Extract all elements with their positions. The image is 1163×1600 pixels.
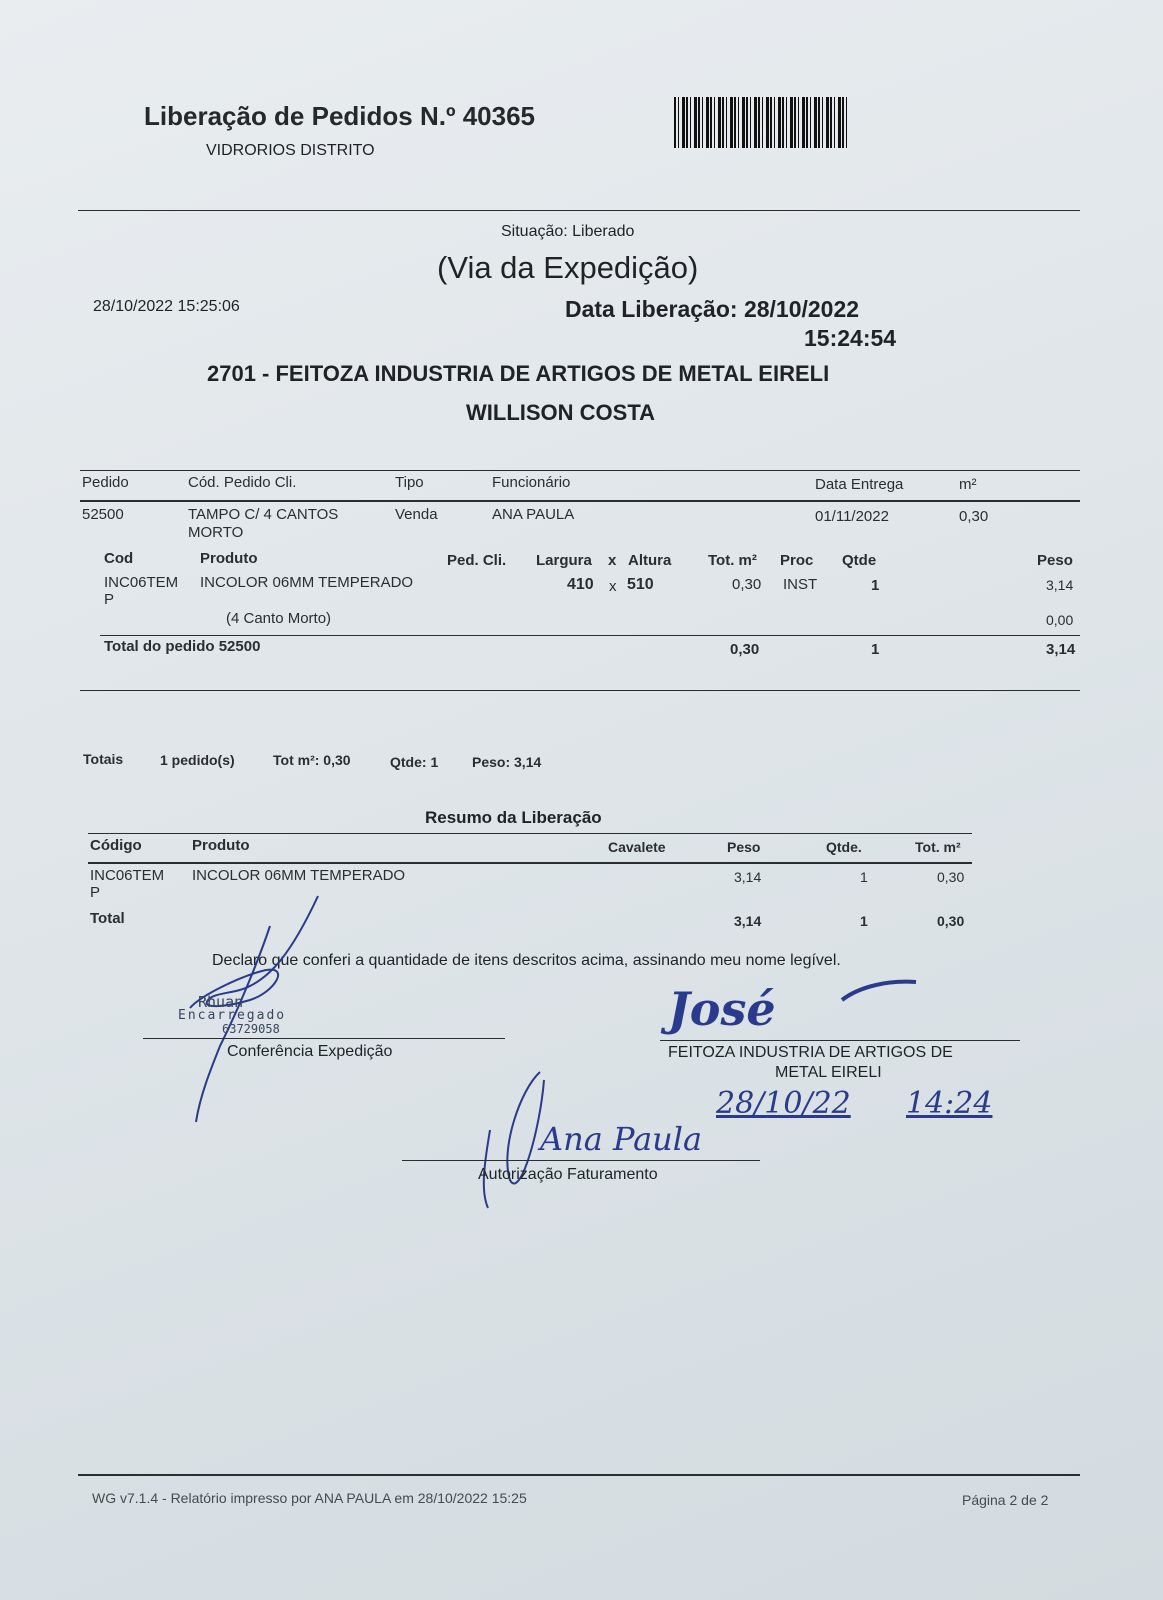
- resumo-tot-m2: 0,30: [937, 869, 965, 885]
- pedido-funcionario: ANA PAULA: [492, 506, 575, 523]
- item-header-produto: Produto: [200, 550, 258, 567]
- footer-page-number: Página 2 de 2: [962, 1492, 1049, 1508]
- col-header-cod-pedido-cli: Cód. Pedido Cli.: [188, 474, 297, 491]
- item-qtde: 1: [871, 577, 880, 594]
- item-tot-m2: 0,30: [732, 576, 762, 593]
- client-signature-flourish: [840, 976, 920, 1006]
- totais-tot-m2: Tot m²: 0,30: [273, 752, 351, 768]
- resumo-title: Resumo da Liberação: [425, 808, 602, 827]
- resumo-total-qtde: 1: [860, 913, 868, 929]
- cod-pedido-cli-line2: MORTO: [188, 524, 244, 541]
- item-cod-line2: P: [104, 591, 115, 608]
- cliente-name: 2701 - FEITOZA INDUSTRIA DE ARTIGOS DE METAL EIRELI: [207, 361, 830, 386]
- pedido-bottom-rule: [80, 690, 1080, 691]
- stamp-number: 63729058: [222, 1022, 280, 1036]
- footer-rule: [78, 1474, 1080, 1476]
- col-header-funcionario: Funcionário: [492, 474, 571, 491]
- item-note: (4 Canto Morto): [226, 610, 332, 627]
- handwritten-time: 14:24: [906, 1086, 993, 1121]
- conferencia-line: [143, 1038, 505, 1039]
- cod-pedido-cli-line1: TAMPO C/ 4 CANTOS: [188, 506, 339, 523]
- totais-qtde: Qtde: 1: [390, 754, 439, 770]
- client-label-line1: FEITOZA INDUSTRIA DE ARTIGOS DE: [668, 1044, 953, 1061]
- pedido-total-label: Total do pedido 52500: [104, 638, 261, 655]
- cliente-contato: WILLISON COSTA: [466, 400, 656, 425]
- pedido-total-rule: [100, 635, 1080, 636]
- totais-pedidos: 1 pedido(s): [160, 752, 235, 768]
- situacao-text: Situação: Liberado: [501, 223, 635, 240]
- item-header-peso: Peso: [1037, 552, 1073, 569]
- item-largura: 410: [567, 576, 594, 593]
- conferencia-label: Conferência Expedição: [227, 1043, 393, 1060]
- pedido-total-peso: 3,14: [1046, 641, 1076, 658]
- item-header-largura: Largura: [536, 552, 592, 569]
- item-cod-line1: INC06TEM: [104, 574, 179, 591]
- resumo-codigo-line2: P: [90, 884, 101, 901]
- resumo-header-rule: [88, 862, 972, 864]
- col-header-m2: m²: [959, 476, 977, 493]
- col-header-data-entrega: Data Entrega: [815, 476, 904, 493]
- pedido-m2: 0,30: [959, 508, 989, 525]
- item-x: x: [609, 578, 617, 595]
- col-header-tipo: Tipo: [395, 474, 424, 491]
- pedido-total-qtde: 1: [871, 641, 880, 658]
- data-liberacao: Data Liberação: 28/10/2022: [565, 296, 860, 322]
- totais-label: Totais: [83, 751, 124, 767]
- resumo-qtde: 1: [860, 869, 868, 885]
- handwritten-date: 28/10/22: [716, 1086, 851, 1121]
- barcode: [674, 97, 850, 148]
- item-peso: 3,14: [1046, 577, 1074, 593]
- client-signature: José: [668, 982, 776, 1036]
- resumo-header-codigo: Código: [90, 837, 142, 854]
- resumo-header-qtde: Qtde.: [826, 839, 862, 855]
- pedido-tipo: Venda: [395, 506, 438, 523]
- resumo-produto: INCOLOR 06MM TEMPERADO: [192, 867, 406, 884]
- pedido-table-top-rule: [80, 470, 1080, 471]
- data-liberacao-time: 15:24:54: [804, 325, 897, 351]
- resumo-header-cavalete: Cavalete: [608, 839, 666, 855]
- col-header-pedido: Pedido: [82, 474, 129, 491]
- item-header-proc: Proc: [780, 552, 814, 569]
- item-header-ped-cli: Ped. Cli.: [447, 552, 507, 569]
- resumo-total-label: Total: [90, 910, 125, 927]
- item-header-x: x: [608, 552, 617, 569]
- item-note-peso: 0,00: [1046, 612, 1074, 628]
- resumo-codigo-line1: INC06TEM: [90, 867, 165, 884]
- autorizacao-line: [402, 1160, 760, 1161]
- resumo-peso: 3,14: [734, 869, 762, 885]
- header-divider: [78, 210, 1080, 211]
- item-header-altura: Altura: [628, 552, 672, 569]
- footer-report: WG v7.1.4 - Relatório impresso por ANA PAULA em 28/10/2022 15:25: [92, 1490, 527, 1506]
- pedido-data-entrega: 01/11/2022: [815, 508, 889, 525]
- printed-at: 28/10/2022 15:25:06: [93, 298, 240, 315]
- resumo-total-peso: 3,14: [734, 913, 762, 929]
- pedido-number: 52500: [82, 506, 124, 523]
- declaration-text: Declaro que conferi a quantidade de itens descritos acima, assinando meu nome legível.: [212, 952, 841, 969]
- via-title: (Via da Expedição): [437, 250, 699, 285]
- resumo-header-tot-m2: Tot. m²: [915, 839, 961, 855]
- client-signature-line: [660, 1040, 1020, 1041]
- resumo-top-rule: [88, 833, 972, 834]
- stamp-role: Encarregado: [178, 1008, 287, 1023]
- pedido-header-rule: [80, 500, 1080, 502]
- item-proc: INST: [783, 576, 818, 593]
- item-header-cod: Cod: [104, 550, 134, 567]
- autorizacao-label: Autorização Faturamento: [478, 1166, 658, 1183]
- company-name: VIDRORIOS DISTRITO: [206, 142, 375, 159]
- item-header-tot-m2: Tot. m²: [708, 552, 757, 569]
- autorizacao-signature: Ana Paula: [540, 1120, 703, 1158]
- client-label-line2: METAL EIRELI: [775, 1064, 882, 1081]
- item-header-qtde: Qtde: [842, 552, 877, 569]
- resumo-header-peso: Peso: [727, 839, 761, 855]
- resumo-header-produto: Produto: [192, 837, 250, 854]
- resumo-total-tot-m2: 0,30: [937, 913, 965, 929]
- item-produto: INCOLOR 06MM TEMPERADO: [200, 574, 414, 591]
- item-altura: 510: [627, 576, 654, 593]
- totais-peso: Peso: 3,14: [472, 754, 542, 770]
- document-title: Liberação de Pedidos N.º 40365: [144, 101, 535, 131]
- stamp-name: Rhuan: [198, 993, 244, 1011]
- pedido-total-m2: 0,30: [730, 641, 760, 658]
